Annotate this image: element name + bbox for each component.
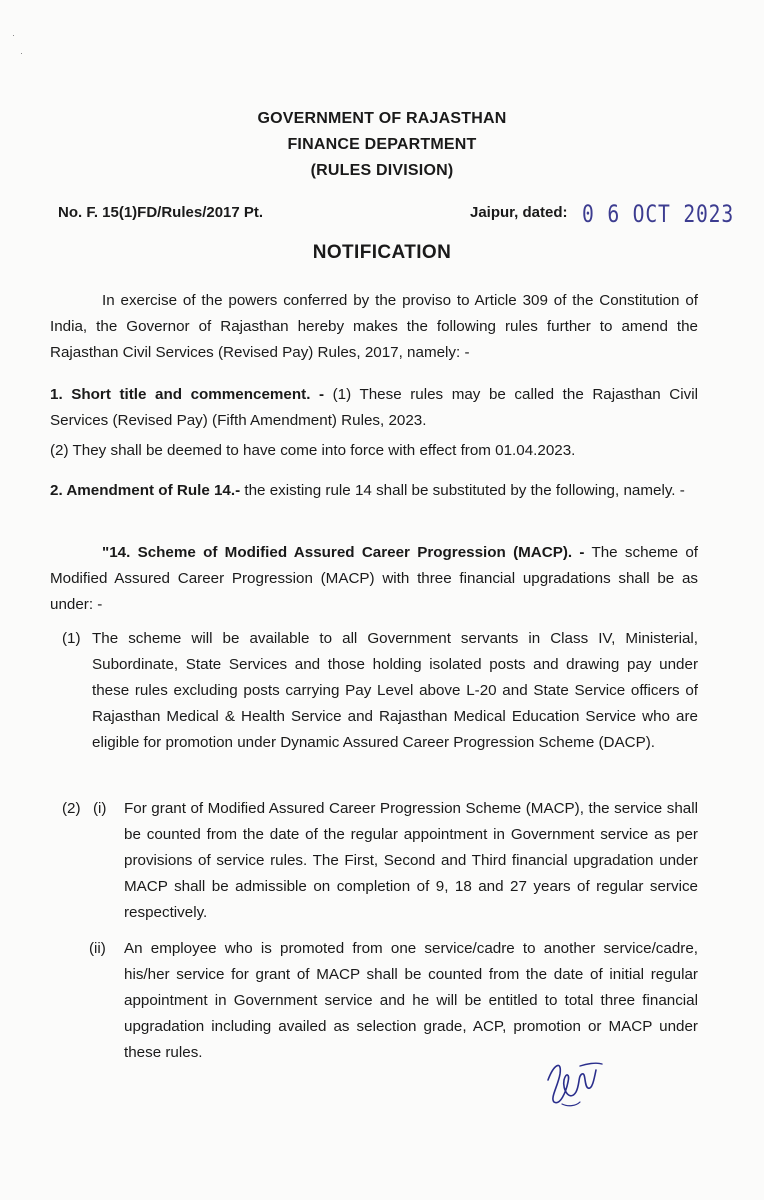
rule-2-heading: 2. Amendment of Rule 14.-: [50, 482, 241, 499]
date-stamp: 0 6 OCT 2023: [582, 200, 735, 228]
header-government: GOVERNMENT OF RAJASTHAN: [257, 110, 507, 127]
signature-stroke: [562, 1102, 580, 1106]
signature-stroke: [548, 1065, 596, 1102]
preamble-paragraph: In exercise of the powers conferred by the proviso to Article 309 of the Constitution of India, the Governor of Rajasthan hereby makes the following rules further to amend the Rajasthan Civil Services (Revised Pay) Rules, 2017, namely: -: [50, 292, 698, 361]
rule-1-paragraph: [50, 382, 698, 434]
rule-1-text: (1) These rules may be called the Rajasthan Civil Services (Revised Pay) (Fifth Amendment) Rules, 2023.: [50, 386, 698, 429]
signature-initials: [540, 1052, 610, 1112]
rule-1-subrule-2: (2) They shall be deemed to have come into force with effect from 01.04.2023.: [50, 442, 576, 459]
item-1-number: (1): [62, 630, 81, 647]
scan-mark: ·: [12, 30, 15, 40]
rule-14-text: The scheme of Modified Assured Career Progression (MACP) with three financial upgradations shall be as under: -: [50, 544, 698, 613]
item-1-text: The scheme will be available to all Government servants in Class IV, Ministerial, Subordinate, State Services and those holding isolated posts and drawing pay under these rules excluding posts carrying Pay Level above L-20 and State Service officers of Rajasthan Medical & Health Service and Rajasthan Medical Education Service who are eligible for promotion under Dynamic Assured Career Progression Scheme (DACP).: [92, 630, 698, 751]
rule-2-text: the existing rule 14 shall be substituted by the following, namely. -: [240, 482, 685, 499]
signature-stroke: [580, 1063, 602, 1066]
dated-label: Jaipur, dated:: [470, 204, 568, 221]
rule-14-heading: "14. Scheme of Modified Assured Career Progression (MACP). -: [102, 544, 585, 561]
header-department: FINANCE DEPARTMENT: [287, 136, 477, 153]
item-2-number: (2): [62, 800, 81, 817]
rule-14-paragraph: [50, 540, 698, 618]
page-title: NOTIFICATION: [312, 242, 452, 263]
header-division: (RULES DIVISION): [310, 162, 454, 179]
item-2-ii-number: (ii): [89, 940, 106, 957]
rule-1-heading: 1. Short title and commencement. -: [50, 386, 325, 403]
item-2-i-number: (i): [93, 800, 107, 817]
rule-2-paragraph: [50, 478, 698, 504]
item-2-i-text: For grant of Modified Assured Career Progression Scheme (MACP), the service shall be counted from the date of the regular appointment in Government service as per provisions of service rules. The First, Second and Third financial upgradation under MACP shall be admissible on completion of 9, 18 and 27 years of regular service respectively.: [124, 800, 698, 921]
reference-number: No. F. 15(1)FD/Rules/2017 Pt.: [58, 204, 264, 221]
item-2-ii-text: An employee who is promoted from one service/cadre to another service/cadre, his/her service for grant of MACP shall be counted from the date of initial regular appointment in Government service and he will be entitled to total three financial upgradation including availed as selection grade, ACP, promotion or MACP under these rules.: [124, 940, 698, 1061]
scan-mark: ·: [20, 48, 23, 58]
